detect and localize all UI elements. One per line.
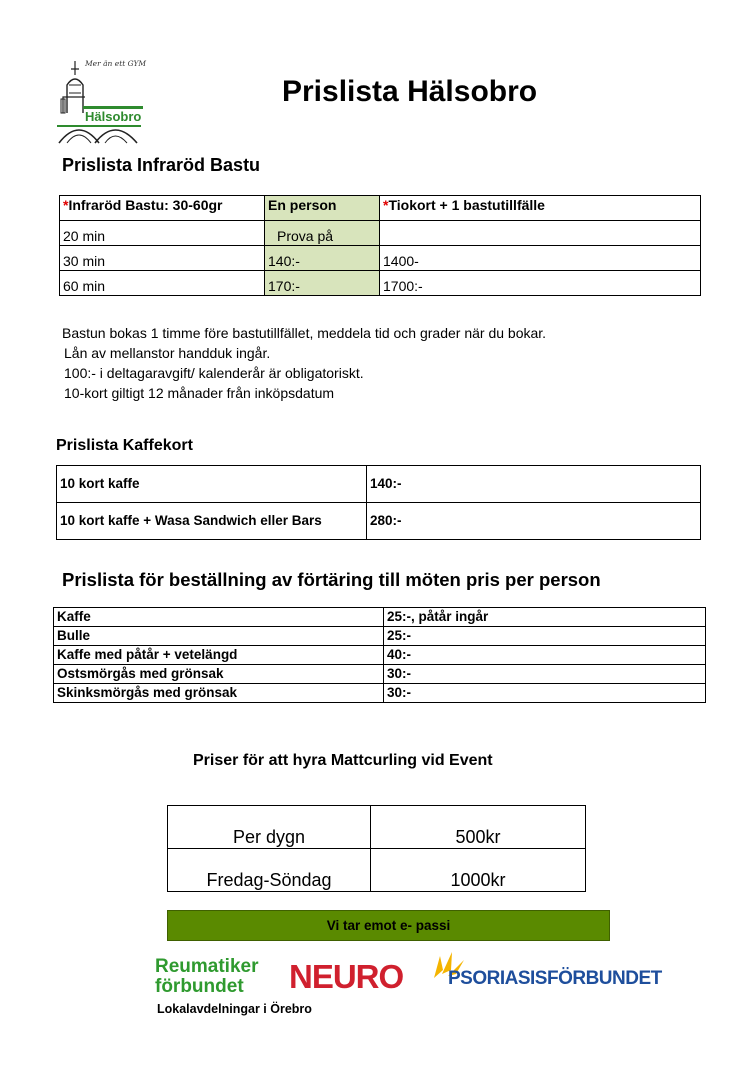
meeting-item-cell: Kaffe med påtår + vetelängd [54, 646, 384, 665]
asterisk-mark: * [63, 197, 69, 213]
table-row [57, 503, 701, 540]
meeting-price-table [53, 607, 706, 703]
logo-tagline: Mer än ett GYM [85, 59, 147, 68]
table-row [60, 221, 701, 246]
sauna-header-cell [60, 196, 265, 221]
sauna-header-cell: En person [265, 196, 380, 221]
reumatiker-logo [155, 957, 259, 997]
sauna-heading: Prislista Infraröd Bastu [62, 155, 261, 175]
duration-cell: 30 min [60, 246, 265, 271]
duration-cell: 60 min [60, 271, 265, 296]
coffee-heading: Prislista Kaffekort [56, 437, 193, 454]
meeting-heading: Prislista för beställning av förtäring till möten pris per person [62, 569, 601, 590]
sauna-header-label: Tiokort + 1 bastutillfälle [388, 197, 545, 213]
meeting-price-cell: 25:- [384, 627, 706, 646]
coffee-price-cell: 280:- [367, 503, 701, 540]
duration-cell: 20 min [60, 221, 265, 246]
meeting-item-cell: Ostsmörgås med grönsak [54, 665, 384, 684]
reumatiker-line2: förbundet [155, 976, 244, 997]
meeting-price-cell: 25:-, påtår ingår [384, 608, 706, 627]
table-row [168, 806, 586, 849]
meeting-price-cell: 30:- [384, 684, 706, 703]
meeting-price-cell: 40:- [384, 646, 706, 665]
psoriasis-logo-text: PSORIASISFÖRBUNDET [448, 968, 662, 989]
sauna-header-cell [380, 196, 701, 221]
epassi-banner: Vi tar emot e- passi [167, 910, 610, 941]
ten-price-cell [380, 221, 701, 246]
table-row [57, 466, 701, 503]
sauna-header-label: Infraröd Bastu: 30-60gr [68, 197, 223, 213]
single-price-cell: Prova på [265, 221, 380, 246]
coffee-item-cell: 10 kort kaffe [57, 466, 367, 503]
table-row [60, 246, 701, 271]
table-row [54, 627, 706, 646]
coffee-price-table [56, 465, 701, 540]
page-title: Prislista Hälsobro [282, 75, 538, 108]
asterisk-mark: * [383, 197, 389, 213]
reumatiker-line1: Reumatiker [155, 956, 259, 977]
note-line: 10-kort giltigt 12 månader från inköpsdatum [64, 385, 335, 401]
table-row [54, 665, 706, 684]
curling-price-cell: 1000kr [371, 849, 586, 892]
table-row [54, 646, 706, 665]
curling-price-cell: 500kr [371, 806, 586, 849]
meeting-item-cell: Skinksmörgås med grönsak [54, 684, 384, 703]
table-row [54, 684, 706, 703]
meeting-item-cell: Kaffe [54, 608, 384, 627]
local-branches-text: Lokalavdelningar i Örebro [157, 1002, 312, 1016]
note-line: 100:- i deltagaravgift/ kalenderår är obligatoriskt. [64, 365, 364, 381]
table-row [60, 271, 701, 296]
table-row [60, 196, 701, 221]
curling-period-cell: Fredag-Söndag [168, 849, 371, 892]
table-row [54, 608, 706, 627]
curling-heading: Priser för att hyra Mattcurling vid Event [193, 752, 493, 769]
sauna-price-table [59, 195, 701, 296]
curling-price-table [167, 805, 586, 892]
single-price-cell: 170:- [265, 271, 380, 296]
halsobro-logo [55, 55, 147, 145]
logo-name: Hälsobro [85, 109, 142, 124]
single-price-cell: 140:- [265, 246, 380, 271]
sauna-notes [62, 323, 546, 403]
meeting-item-cell: Bulle [54, 627, 384, 646]
meeting-price-cell: 30:- [384, 665, 706, 684]
curling-period-cell: Per dygn [168, 806, 371, 849]
coffee-item-cell: 10 kort kaffe + Wasa Sandwich eller Bars [57, 503, 367, 540]
note-line: Bastun bokas 1 timme före bastutillfället, meddela tid och grader när du bokar. [62, 325, 547, 341]
ten-price-cell: 1700:- [380, 271, 701, 296]
neuro-logo: NEURO [289, 958, 404, 995]
coffee-price-cell: 140:- [367, 466, 701, 503]
note-line: Lån av mellanstor handduk ingår. [64, 345, 271, 361]
ten-price-cell: 1400- [380, 246, 701, 271]
table-row [168, 849, 586, 892]
